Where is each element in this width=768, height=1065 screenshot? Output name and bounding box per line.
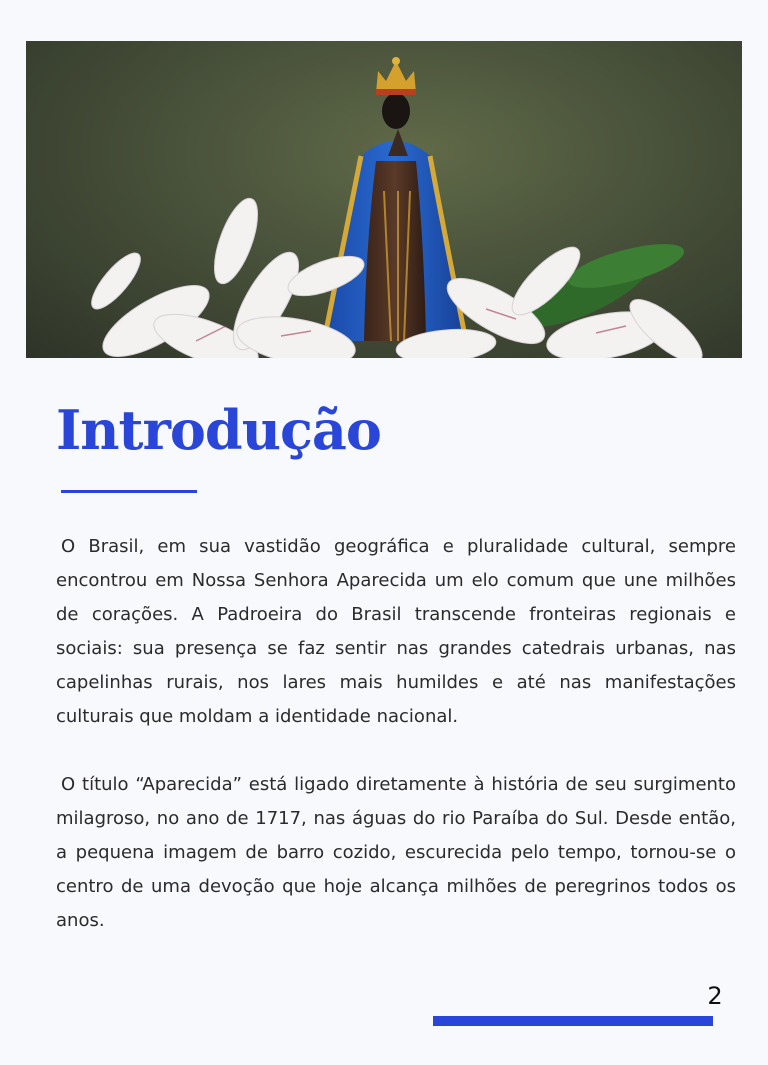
title-underline bbox=[61, 490, 197, 493]
paragraph: O Brasil, em sua vastidão geográfica e pluralidade cultural, sempre encontrou em Nossa Senhora Aparecida um elo comum que une milhões de corações. A Padroeira do Brasil transcende fronteiras regionais e sociais: sua presença se faz sentir nas grandes catedrais urbanas, nas capelinhas rurais, nos lares mais humildes e até nas manifestações culturais que moldam a identidade nacional. bbox=[56, 536, 736, 727]
page-number: 2 bbox=[707, 982, 723, 1010]
body-text bbox=[56, 530, 736, 972]
footer-accent-bar bbox=[433, 1016, 713, 1026]
page-title: Introdução bbox=[56, 398, 381, 462]
aparecida-statue-icon bbox=[26, 41, 742, 358]
paragraph: O título “Aparecida” está ligado diretamente à história de seu surgimento milagroso, no ano de 1717, nas águas do rio Paraíba do Sul. Desde então, a pequena imagem de barro cozido, escurecida pelo tempo, tornou-se o centro de uma devoção que hoje alcança milhões de peregrinos todos os anos. bbox=[56, 774, 736, 931]
hero-image bbox=[26, 41, 742, 358]
